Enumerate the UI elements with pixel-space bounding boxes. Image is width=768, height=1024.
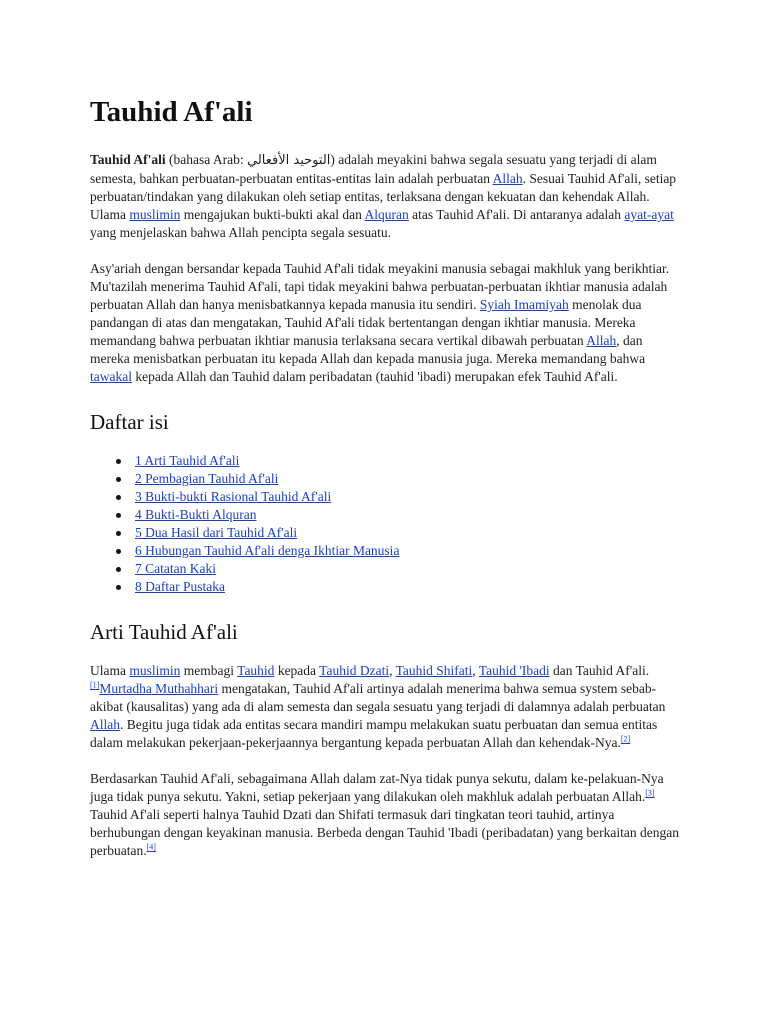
toc-item [135, 560, 680, 578]
arabic-term: التوحيد الأفعالي [247, 153, 331, 168]
toc-link[interactable]: 8 Daftar Pustaka [135, 579, 225, 594]
second-paragraph [90, 260, 680, 386]
para-text: Tauhid Af'ali seperti halnya Tauhid Dzati dan Shifati termasuk dari tingkatan teori tauhid, artinya berhubungan dengan keyakinan manusia. Berbeda dengan Tauhid 'Ibadi (peribadatan) yang berkaitan dengan perbuatan. [90, 807, 680, 858]
footnote-ref[interactable]: [3] [645, 788, 655, 798]
link-allah[interactable]: Allah [586, 333, 617, 348]
para-text: . Begitu juga tidak ada entitas secara mandiri mampu melakukan suatu perbuatan dan semua entitas dalam melakukan pekerjaan-pekerjaannya bergantung kepada perbuatan Allah dan kehendak-Nya. [90, 717, 658, 750]
link-tauhid[interactable]: Tauhid [237, 663, 275, 678]
article [90, 94, 680, 860]
toc-item [135, 524, 680, 542]
toc-link[interactable]: 5 Dua Hasil dari Tauhid Af'ali [135, 525, 298, 540]
footnote-ref[interactable]: [1] [90, 680, 100, 690]
section-paragraph [90, 770, 680, 860]
intro-text: ) adalah meyakini bahwa segala sesuatu yang terjadi di alam semesta, bahkan perbuatan-perbuatan entitas-entitas lain adalah perbuatan [90, 152, 657, 186]
section-paragraph [90, 662, 680, 752]
intro-text: atas Tauhid Af'ali. Di antaranya adalah [408, 207, 625, 222]
toc-item [135, 578, 680, 596]
page-title: Tauhid Af'ali [90, 96, 253, 128]
link-tauhid-shifati[interactable]: Tauhid Shifati [395, 663, 473, 678]
para-text: Berdasarkan Tauhid Af'ali, sebagaimana Allah dalam zat-Nya tidak punya sekutu, dalam ke-pelakuan-Nya juga tidak punya sekutu. Yakni, setiap pekerjaan yang dilakukan oleh makhluk adalah perbuatan Allah. [90, 771, 664, 804]
toc-item [135, 542, 680, 560]
toc-item [135, 470, 680, 488]
intro-text: . Sesuai Tauhid Af'ali, setiap perbuatan/tindakan yang dilakukan oleh setiap entitas, terlaksana dengan kekuatan dan kehendak Allah. Ulama [90, 171, 677, 222]
link-alquran[interactable]: Alquran [364, 207, 409, 222]
table-of-contents [90, 452, 680, 596]
section-heading: Arti Tauhid Af'ali [90, 620, 238, 644]
footnote-ref[interactable]: [4] [146, 842, 156, 852]
link-muslimin[interactable]: muslimin [129, 663, 181, 678]
toc-link[interactable]: 7 Catatan Kaki [135, 561, 216, 576]
para-text: menolak dua pandangan di atas dan mengatakan, Tauhid Af'ali tidak bertentangan dengan ikhtiar manusia. Mereka memandang bahwa perbuatan ikhtiar manusia terlaksana secara vertikal dibawah perbuatan [90, 297, 642, 348]
link-allah[interactable]: Allah [90, 717, 120, 732]
toc-link[interactable]: 1 Arti Tauhid Af'ali [135, 453, 240, 468]
intro-bold-term: Tauhid Af'ali [90, 152, 166, 167]
para-text: kepada [274, 663, 320, 678]
intro-text: mengajukan bukti-bukti akal dan [180, 207, 365, 222]
toc-heading: Daftar isi [90, 410, 169, 434]
toc-item [135, 506, 680, 524]
link-ayat-ayat[interactable]: ayat-ayat [624, 207, 674, 222]
toc-item [135, 452, 680, 470]
link-syiah-imamiyah[interactable]: Syiah Imamiyah [479, 297, 569, 312]
link-muslimin[interactable]: muslimin [129, 207, 181, 222]
toc-link[interactable]: 6 Hubungan Tauhid Af'ali denga Ikhtiar Manusia [135, 543, 400, 558]
para-text: kepada Allah dan Tauhid dalam peribadatan (tauhid 'ibadi) merupakan efek Tauhid Af'ali. [131, 369, 618, 384]
para-text: membagi [180, 663, 238, 678]
para-text: dan Tauhid Af'ali. [549, 663, 650, 678]
link-tawakal[interactable]: tawakal [90, 369, 132, 384]
para-text: Asy'ariah dengan bersandar kepada Tauhid Af'ali tidak meyakini manusia sebagai makhluk yang berikhtiar. Mu'tazilah menerima Tauhid Af'ali, tapi tidak meyakini bahwa perbuatan-perbuatan ikhtiar manusia adalah perbuatan Allah dan hanya menisbatkannya kepada manusia itu sendiri. [90, 261, 670, 312]
toc-item [135, 488, 680, 506]
intro-paragraph [90, 151, 680, 242]
para-text: , [472, 663, 479, 678]
toc-link[interactable]: 4 Bukti-Bukti Alquran [135, 507, 257, 522]
para-text: , [389, 663, 396, 678]
toc-link[interactable]: 2 Pembagian Tauhid Af'ali [135, 471, 279, 486]
intro-text: (bahasa Arab: [165, 152, 248, 167]
footnote-ref[interactable]: [2] [620, 734, 631, 744]
link-murtadha-muthahhari[interactable]: Murtadha Muthahhari [99, 681, 219, 696]
link-tauhid-dzati[interactable]: Tauhid Dzati [319, 663, 390, 678]
para-text: mengatakan, Tauhid Af'ali artinya adalah menerima bahwa semua system sebab-akibat (kausalitas) yang ada di alam semesta dan segala sesuatu yang terjadi di dalamnya adalah perbuatan [90, 681, 666, 714]
intro-text: yang menjelaskan bahwa Allah pencipta segala sesuatu. [90, 225, 392, 240]
para-text: , dan mereka menisbatkan perbuatan itu kepada Allah dan kepada manusia juga. Mereka memandang bahwa [90, 333, 646, 366]
link-allah[interactable]: Allah [492, 171, 523, 186]
toc-link[interactable]: 3 Bukti-bukti Rasional Tauhid Af'ali [135, 489, 332, 504]
para-text: Ulama [90, 663, 130, 678]
link-tauhid-ibadi[interactable]: Tauhid 'Ibadi [478, 663, 550, 678]
